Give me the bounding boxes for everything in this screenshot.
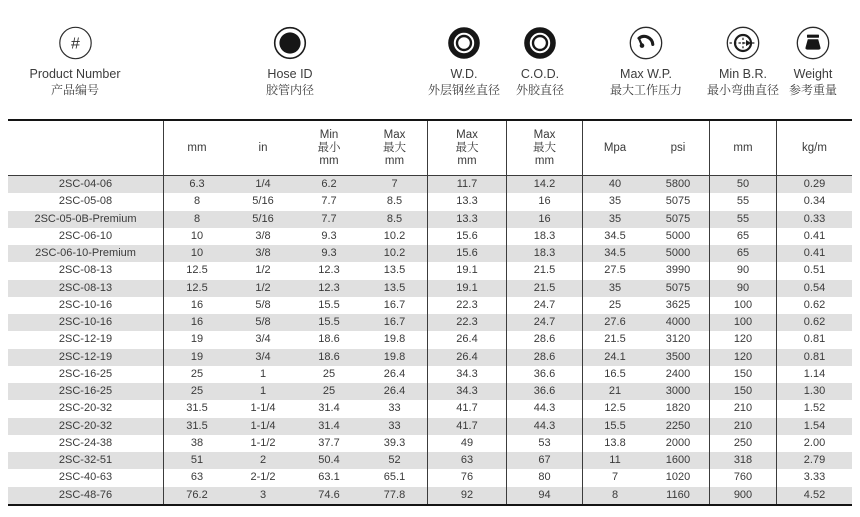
value-cell: 41.7: [428, 418, 507, 435]
value-cell: 12.5: [604, 402, 626, 415]
value-cell: 5/16: [252, 195, 274, 208]
value-cell: 26.4: [362, 366, 428, 383]
value-cell: 0.62: [803, 316, 826, 328]
value-cell: 63.1: [318, 471, 340, 484]
value-cell: 0.29: [803, 178, 826, 190]
value-cell: 3.33: [803, 471, 826, 484]
value-cell: 37.7: [318, 436, 340, 449]
value-cell: 2400: [647, 366, 710, 383]
product-number-cell: 2SC-32-51: [8, 452, 164, 469]
unit-line: in: [258, 141, 268, 154]
value-cell: 5075: [647, 193, 710, 210]
value-cell: 18.6: [318, 333, 340, 346]
value-cell: 0.41: [803, 247, 826, 259]
table-row: [8, 418, 852, 435]
unit-line: Max: [533, 128, 556, 141]
wire-diameter-icon: [445, 24, 483, 62]
value-cell: 5000: [647, 228, 710, 245]
value-cell: 44.3: [507, 400, 583, 417]
value-cell: 0.54: [803, 281, 826, 294]
value-cell: 1820: [647, 400, 710, 417]
unit-line: mm: [319, 154, 339, 167]
unit-cell: [507, 121, 583, 175]
value-cell: 65: [710, 245, 777, 262]
value-cell: 31.4: [318, 402, 340, 415]
value-cell: 40: [608, 178, 622, 190]
product-number-cell: 2SC-20-32: [8, 400, 164, 417]
value-cell: 5000: [647, 245, 710, 262]
value-cell: 16: [190, 298, 204, 311]
value-cell: 3500: [647, 349, 710, 366]
value-cell: 15.6: [428, 245, 507, 262]
value-cell: 76: [428, 469, 507, 486]
column-label-zh: 产品编号: [50, 83, 100, 97]
product-number-cell: 2SC-10-16: [8, 314, 164, 331]
value-cell: 36.6: [507, 366, 583, 383]
unit-cell: [710, 121, 777, 175]
table-row: [8, 245, 852, 262]
value-cell: 120: [710, 349, 777, 366]
value-cell: 44.3: [507, 418, 583, 435]
unit-line: kg/m: [802, 141, 827, 154]
value-cell: 31.4: [318, 419, 340, 432]
column-header-max-wp: [610, 24, 682, 98]
value-cell: 8: [193, 195, 201, 208]
value-cell: 11.7: [428, 176, 507, 193]
product-number-cell: 2SC-10-16: [8, 297, 164, 314]
weight-icon: [794, 24, 832, 62]
value-cell: 18.3: [507, 245, 583, 262]
product-number-cell: 2SC-12-19: [8, 349, 164, 366]
value-cell: 21.5: [604, 333, 626, 346]
value-cell: 34.3: [428, 366, 507, 383]
value-cell: 51: [190, 454, 204, 466]
value-cell: 36.6: [507, 383, 583, 400]
value-cell: 11: [609, 454, 621, 466]
table-row: [8, 211, 852, 228]
value-cell: 19.8: [362, 349, 428, 366]
pressure-gauge-icon: [627, 24, 665, 62]
value-cell: 39.3: [362, 435, 428, 452]
value-cell: 76.2: [186, 488, 208, 501]
value-cell: 0.41: [803, 229, 826, 242]
value-cell: 22.3: [428, 314, 507, 331]
value-cell: 25: [322, 367, 336, 380]
value-cell: 1/4: [255, 178, 271, 190]
value-cell: 63: [428, 452, 507, 469]
value-cell: 55: [710, 193, 777, 210]
value-cell: 31.5: [186, 402, 208, 415]
product-number-cell: 2SC-16-25: [8, 366, 164, 383]
value-cell: 9.3: [321, 229, 337, 242]
value-cell: 3990: [647, 262, 710, 279]
value-cell: 16: [507, 193, 583, 210]
table-row: [8, 383, 852, 400]
value-cell: 90: [710, 280, 777, 297]
value-cell: 3/4: [255, 350, 271, 363]
value-cell: 0.34: [803, 195, 826, 208]
value-cell: 31.5: [186, 419, 208, 432]
value-cell: 1/2: [255, 264, 271, 277]
value-cell: 5/16: [252, 212, 274, 225]
product-number-cell: 2SC-06-10: [8, 228, 164, 245]
value-cell: 1: [259, 385, 267, 397]
value-cell: 150: [710, 366, 777, 383]
value-cell: 19: [190, 350, 204, 363]
value-cell: 900: [710, 487, 777, 504]
value-cell: 21: [608, 385, 622, 397]
unit-line: 最大: [455, 141, 479, 154]
table-row: [8, 331, 852, 348]
table-row: [8, 469, 852, 486]
unit-line: 最大: [383, 141, 406, 154]
table-row: [8, 193, 852, 210]
value-cell: 18.6: [318, 350, 340, 363]
value-cell: 8.5: [362, 193, 428, 210]
value-cell: 10.2: [362, 228, 428, 245]
table-row: [8, 349, 852, 366]
value-cell: 16.5: [604, 367, 626, 380]
value-cell: 74.6: [318, 488, 340, 501]
value-cell: 7: [362, 176, 428, 193]
product-number-cell: 2SC-04-06: [8, 176, 164, 193]
value-cell: 55: [710, 211, 777, 228]
value-cell: 1160: [647, 487, 710, 504]
value-cell: 7: [611, 471, 619, 484]
table-row: [8, 487, 852, 504]
value-cell: 65: [710, 228, 777, 245]
column-label-zh: 外层钢丝直径: [427, 83, 501, 97]
product-number-cell: 2SC-05-0B-Premium: [8, 211, 164, 228]
value-cell: 1-1/4: [250, 419, 276, 432]
table-row: [8, 366, 852, 383]
value-cell: 2000: [647, 435, 710, 452]
value-cell: 25: [190, 385, 204, 397]
value-cell: 5/8: [255, 316, 271, 328]
value-cell: 1.52: [803, 402, 826, 415]
unit-cell: [362, 121, 428, 175]
table-row: [8, 176, 852, 193]
value-cell: 1-1/2: [250, 436, 276, 449]
product-number-cell: 2SC-48-76: [8, 487, 164, 504]
table-row: [8, 228, 852, 245]
value-cell: 2250: [647, 418, 710, 435]
unit-line: Max: [383, 128, 406, 141]
value-cell: 0.51: [803, 264, 826, 277]
value-cell: 33: [362, 400, 428, 417]
table-row: [8, 280, 852, 297]
value-cell: 19.8: [362, 331, 428, 348]
table-icon-header: [0, 0, 860, 119]
value-cell: 8: [611, 488, 619, 501]
column-label-en: Hose ID: [267, 67, 313, 81]
unit-line: mm: [187, 141, 207, 154]
value-cell: 34.3: [428, 383, 507, 400]
value-cell: 2.79: [803, 454, 826, 466]
unit-cell: [164, 121, 230, 175]
value-cell: 26.4: [428, 331, 507, 348]
value-cell: 100: [710, 314, 777, 331]
product-number-cell: 2SC-08-13: [8, 262, 164, 279]
column-label-zh: 最大工作压力: [609, 83, 683, 97]
product-number-cell: 2SC-16-25: [8, 383, 164, 400]
table-row: [8, 262, 852, 279]
product-number-cell: 2SC-20-32: [8, 418, 164, 435]
value-cell: 3625: [647, 297, 710, 314]
value-cell: 1-1/4: [250, 402, 276, 415]
value-cell: 90: [710, 262, 777, 279]
value-cell: 27.5: [604, 264, 626, 277]
value-cell: 5800: [647, 176, 710, 193]
value-cell: 26.4: [428, 349, 507, 366]
value-cell: 52: [362, 452, 428, 469]
value-cell: 25: [608, 298, 622, 311]
table-row: [8, 452, 852, 469]
value-cell: 19.1: [428, 280, 507, 297]
value-cell: 1.30: [803, 385, 826, 397]
value-cell: 28.6: [507, 349, 583, 366]
value-cell: 80: [507, 469, 583, 486]
value-cell: 3/8: [255, 229, 271, 242]
product-number-cell: 2SC-12-19: [8, 331, 164, 348]
outer-diameter-icon: [521, 24, 559, 62]
value-cell: 15.6: [428, 228, 507, 245]
value-cell: 10: [190, 229, 204, 242]
value-cell: 0.62: [803, 298, 826, 311]
value-cell: 15.5: [604, 419, 626, 432]
column-label-en: Weight: [793, 67, 833, 81]
value-cell: 12.3: [318, 281, 340, 294]
table-row: [8, 400, 852, 417]
column-header-weight: [789, 24, 837, 98]
value-cell: 26.4: [362, 383, 428, 400]
value-cell: 0.81: [803, 333, 826, 346]
unit-cell: [583, 121, 647, 175]
table-body: [8, 176, 852, 504]
value-cell: 150: [710, 383, 777, 400]
value-cell: 18.3: [507, 228, 583, 245]
value-cell: 250: [710, 435, 777, 452]
value-cell: 67: [507, 452, 583, 469]
column-label-en: W.D.: [450, 67, 478, 81]
value-cell: 13.8: [604, 436, 626, 449]
value-cell: 53: [507, 435, 583, 452]
value-cell: 4.52: [803, 488, 826, 501]
value-cell: 760: [710, 469, 777, 486]
unit-line: 最大: [533, 141, 556, 154]
value-cell: 19.1: [428, 262, 507, 279]
value-cell: 4000: [647, 314, 710, 331]
column-label-en: C.O.D.: [520, 67, 560, 81]
value-cell: 63: [190, 471, 204, 484]
value-cell: 210: [710, 418, 777, 435]
unit-cell: [296, 121, 362, 175]
value-cell: 50: [710, 176, 777, 193]
value-cell: 0.33: [803, 212, 826, 225]
value-cell: 16: [190, 316, 204, 328]
unit-cell: [8, 121, 164, 175]
column-label-en: Min B.R.: [719, 67, 767, 81]
value-cell: 13.5: [362, 280, 428, 297]
unit-line: Min: [319, 128, 339, 141]
column-header-hose-id: [266, 24, 314, 98]
value-cell: 10: [190, 247, 204, 259]
unit-line: Max: [456, 128, 478, 141]
value-cell: 1.54: [803, 419, 826, 432]
unit-cell: [428, 121, 507, 175]
hose-id-icon: [271, 24, 309, 62]
bend-radius-icon: [724, 24, 762, 62]
column-label-zh: 参考重量: [788, 83, 838, 97]
value-cell: 27.6: [604, 316, 626, 328]
value-cell: 35: [608, 195, 622, 208]
unit-cell: [230, 121, 296, 175]
spec-table: [8, 119, 852, 506]
value-cell: 3000: [647, 383, 710, 400]
value-cell: 16: [507, 211, 583, 228]
units-header-row: [8, 121, 852, 176]
value-cell: 5075: [647, 211, 710, 228]
value-cell: 15.5: [318, 298, 340, 311]
value-cell: 34.5: [604, 229, 626, 242]
value-cell: 50.4: [318, 454, 340, 466]
svg-text:#: #: [70, 35, 80, 53]
value-cell: 6.3: [189, 178, 205, 190]
product-number-cell: 2SC-08-13: [8, 280, 164, 297]
product-number-cell: 2SC-05-08: [8, 193, 164, 210]
column-label-zh: 外胶直径: [515, 83, 565, 97]
value-cell: 100: [710, 297, 777, 314]
value-cell: 38: [190, 436, 204, 449]
value-cell: 49: [428, 435, 507, 452]
value-cell: 120: [710, 331, 777, 348]
hash-icon: [56, 24, 94, 62]
product-number-cell: 2SC-06-10-Premium: [8, 245, 164, 262]
value-cell: 3/4: [255, 333, 271, 346]
value-cell: 1020: [647, 469, 710, 486]
value-cell: 13.3: [428, 193, 507, 210]
column-label-en: Max W.P.: [620, 67, 672, 81]
table-row: [8, 314, 852, 331]
unit-line: psi: [670, 141, 686, 154]
column-header-wd: [428, 24, 500, 98]
value-cell: 28.6: [507, 331, 583, 348]
value-cell: 24.7: [507, 297, 583, 314]
unit-cell: [647, 121, 710, 175]
unit-line: Mpa: [603, 141, 627, 154]
value-cell: 9.3: [321, 247, 337, 259]
value-cell: 1: [259, 367, 267, 380]
value-cell: 33: [362, 418, 428, 435]
value-cell: 12.5: [186, 281, 208, 294]
value-cell: 94: [507, 487, 583, 504]
value-cell: 210: [710, 400, 777, 417]
value-cell: 7.7: [321, 212, 337, 225]
unit-line: mm: [384, 154, 405, 167]
value-cell: 41.7: [428, 400, 507, 417]
value-cell: 34.5: [604, 247, 626, 259]
value-cell: 1600: [647, 452, 710, 469]
value-cell: 35: [608, 281, 622, 294]
unit-line: mm: [457, 154, 477, 167]
value-cell: 13.5: [362, 262, 428, 279]
unit-line: mm: [534, 154, 555, 167]
value-cell: 1.14: [803, 367, 826, 380]
column-label-zh: 最小弯曲直径: [706, 83, 780, 97]
value-cell: 16.7: [362, 314, 428, 331]
unit-line: mm: [733, 141, 753, 154]
value-cell: 6.2: [321, 178, 337, 190]
value-cell: 2-1/2: [250, 471, 276, 484]
value-cell: 92: [428, 487, 507, 504]
column-label-zh: 胶管内径: [265, 83, 315, 97]
value-cell: 3120: [647, 331, 710, 348]
value-cell: 2.00: [803, 436, 826, 449]
value-cell: 10.2: [362, 245, 428, 262]
value-cell: 15.5: [318, 316, 340, 328]
value-cell: 77.8: [362, 487, 428, 504]
value-cell: 22.3: [428, 297, 507, 314]
value-cell: 21.5: [507, 280, 583, 297]
value-cell: 5075: [647, 280, 710, 297]
value-cell: 65.1: [362, 469, 428, 486]
value-cell: 8: [193, 212, 201, 225]
value-cell: 3/8: [255, 247, 271, 259]
value-cell: 25: [190, 367, 204, 380]
value-cell: 35: [608, 212, 622, 225]
value-cell: 25: [322, 385, 336, 397]
table-row: [8, 435, 852, 452]
column-header-product-number: [29, 24, 120, 98]
product-number-cell: 2SC-40-63: [8, 469, 164, 486]
value-cell: 16.7: [362, 297, 428, 314]
unit-cell: [777, 121, 852, 175]
value-cell: 1/2: [255, 281, 271, 294]
value-cell: 8.5: [362, 211, 428, 228]
value-cell: 2: [259, 454, 267, 466]
value-cell: 7.7: [321, 195, 337, 208]
value-cell: 0.81: [803, 350, 826, 363]
value-cell: 318: [710, 452, 777, 469]
value-cell: 5/8: [255, 298, 271, 311]
value-cell: 24.1: [604, 350, 626, 363]
value-cell: 19: [190, 333, 204, 346]
table-row: [8, 297, 852, 314]
value-cell: 13.3: [428, 211, 507, 228]
column-label-en: Product Number: [29, 67, 121, 81]
value-cell: 21.5: [507, 262, 583, 279]
product-number-cell: 2SC-24-38: [8, 435, 164, 452]
value-cell: 3: [259, 488, 267, 501]
value-cell: 12.5: [186, 264, 208, 277]
value-cell: 24.7: [507, 314, 583, 331]
column-header-min-br: [707, 24, 779, 98]
value-cell: 12.3: [318, 264, 340, 277]
column-header-cod: [516, 24, 564, 98]
value-cell: 14.2: [507, 176, 583, 193]
unit-line: 最小: [317, 141, 341, 154]
